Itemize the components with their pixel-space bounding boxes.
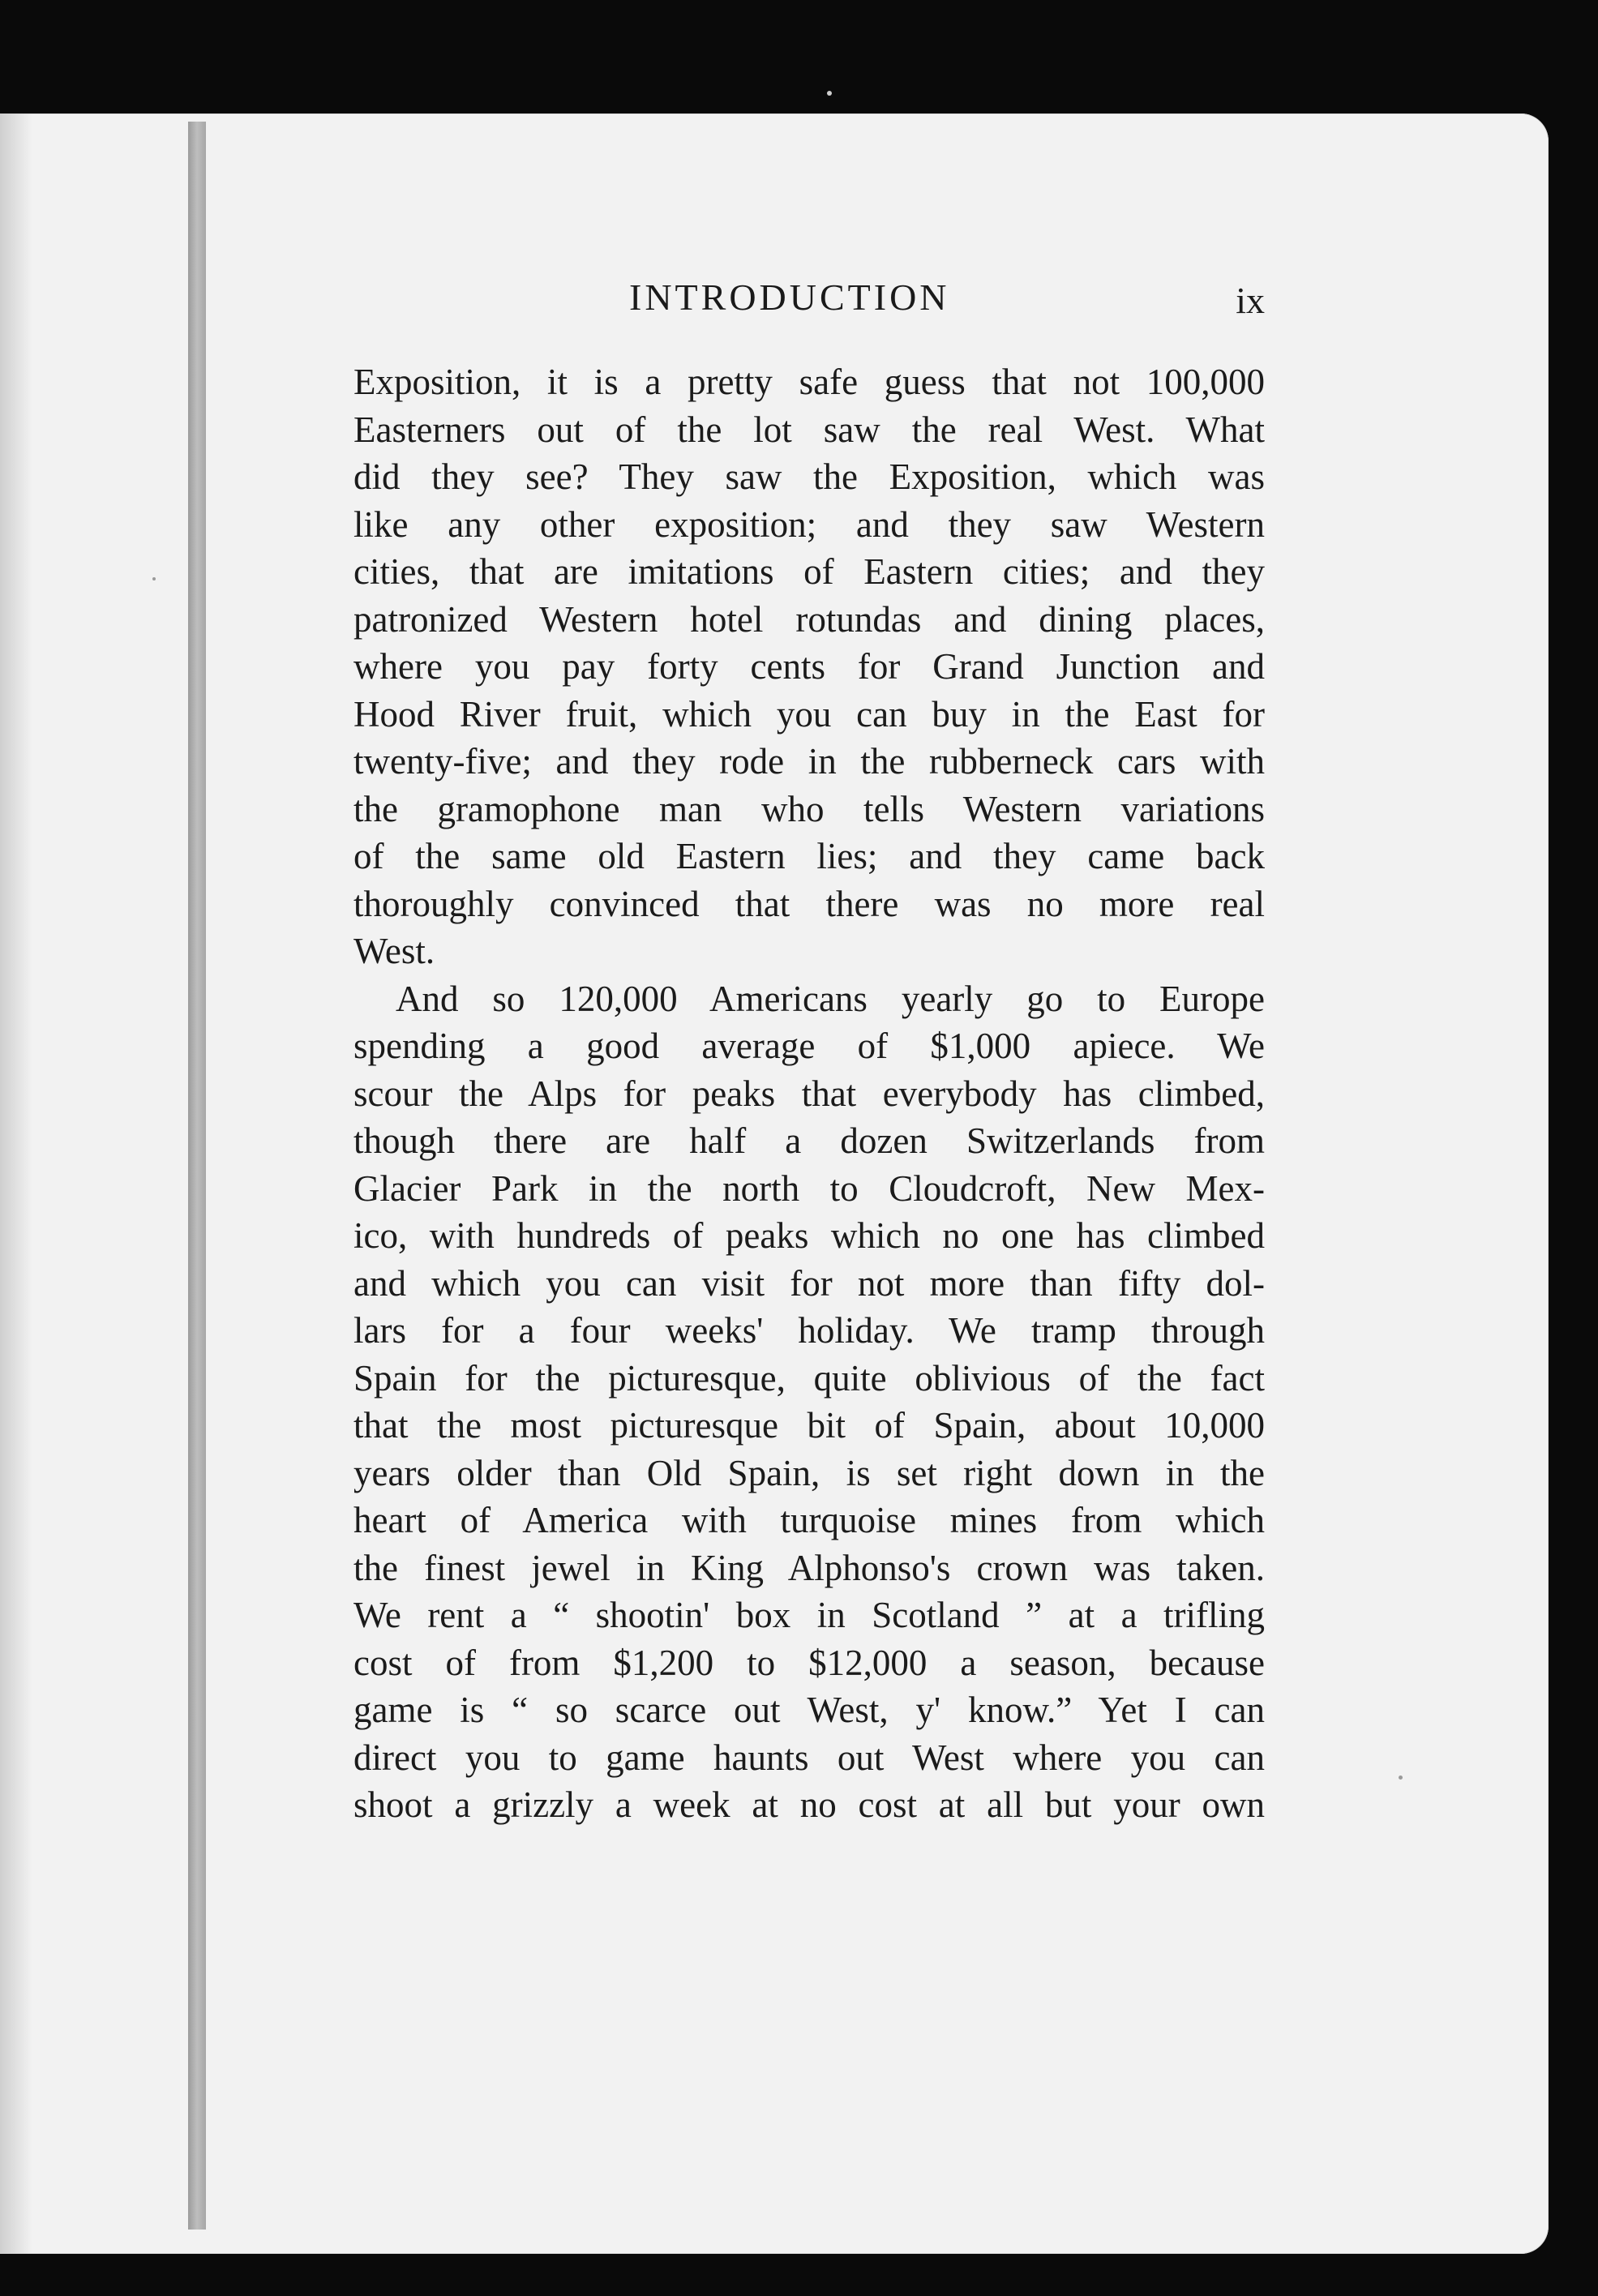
scan-speck [152,577,156,580]
scan-speck [827,91,832,96]
text-line: did they see? They saw the Exposition, which was [353,456,1265,497]
text-line: Easterners out of the lot saw the real West. What [353,409,1265,450]
text-line: of the same old Eastern lies; and they came back [353,836,1265,876]
page-number: ix [1236,280,1265,321]
text-line: And so 120,000 Americans yearly go to Europe [396,978,1265,1019]
text-line: heart of America with turquoise mines from which [353,1500,1265,1540]
binding-gutter [188,122,206,2230]
text-line: cost of from $1,200 to $12,000 a season, because [353,1642,1265,1683]
text-line: scour the Alps for peaks that everybody has climbed, [353,1073,1265,1114]
text-line: thoroughly convinced that there was no more real [353,883,1265,924]
text-line: Glacier Park in the north to Cloudcroft, New Mex- [353,1167,1265,1209]
text-line: patronized Western hotel rotundas and dining places, [353,598,1265,640]
text-line: twenty-five; and they rode in the rubberneck cars with [353,741,1265,782]
text-line: cities, that are imitations of Eastern cities; and they [353,551,1265,592]
text-line: spending a good average of $1,000 apiece. We [353,1026,1265,1066]
text-line: like any other exposition; and they saw Western [353,503,1265,545]
page-edge-shadow [0,114,32,2254]
body-text [353,358,1265,1829]
text-line: Hood River fruit, which you can buy in the East for [353,693,1265,735]
text-line: ico, with hundreds of peaks which no one has climbed [353,1215,1265,1256]
text-line: lars for a four weeks' holiday. We tramp through [353,1310,1265,1351]
text-line: years older than Old Spain, is set right down in the [353,1452,1265,1493]
text-line: Spain for the picturesque, quite oblivious of the fact [353,1357,1265,1399]
scan-speck [1399,1776,1403,1780]
text-line: Exposition, it is a pretty safe guess that not 100,000 [353,362,1265,402]
text-line: shoot a grizzly a week at no cost at all but your own [353,1784,1265,1825]
running-head [353,276,1265,332]
text-line: West. [353,931,435,971]
text-line: the gramophone man who tells Western variations [353,788,1265,829]
text-line: and which you can visit for not more than fifty dol- [353,1262,1265,1304]
running-title: INTRODUCTION [629,276,950,318]
text-line: We rent a “ shootin' box in Scotland ” at a trifling [353,1595,1265,1635]
text-line: direct you to game haunts out West where you can [353,1737,1265,1778]
text-line: the finest jewel in King Alphonso's crown was taken. [353,1547,1265,1588]
text-line: game is “ so scarce out West, y' know.” Yet I can [353,1690,1265,1730]
text-line: where you pay forty cents for Grand Junction and [353,646,1265,687]
text-line: though there are half a dozen Switzerlands from [353,1120,1265,1161]
text-line: that the most picturesque bit of Spain, about 10,000 [353,1405,1265,1446]
